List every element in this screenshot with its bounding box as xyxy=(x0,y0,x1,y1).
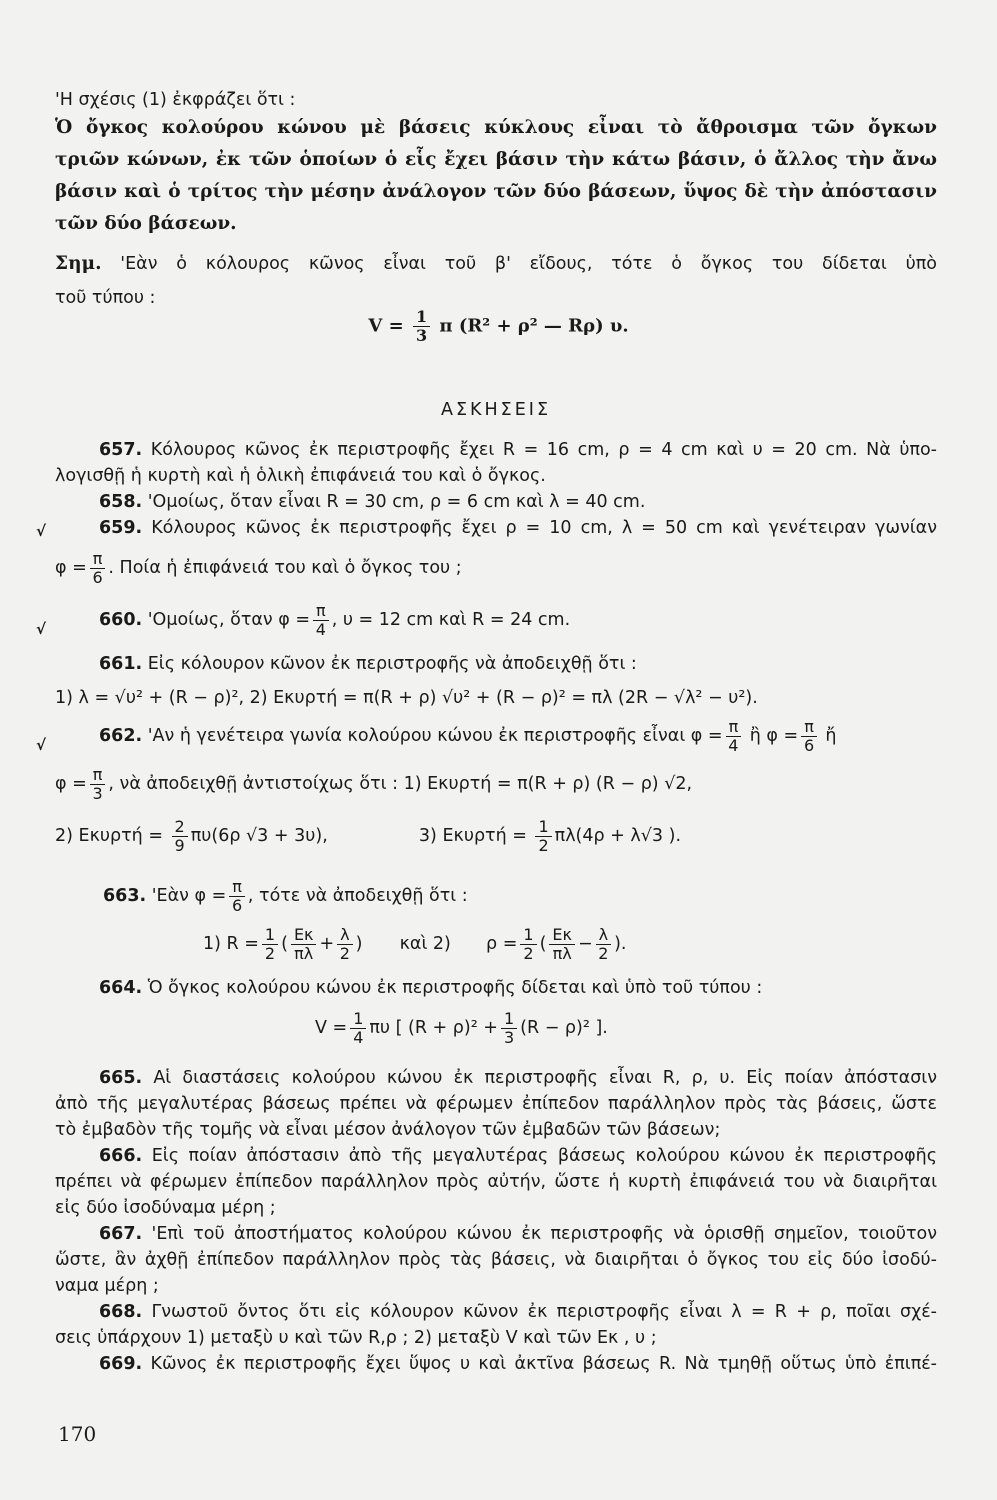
check-mark: √ xyxy=(36,620,47,638)
exercise-669-line-1 xyxy=(55,1352,937,1376)
exercise-658-line-1 xyxy=(55,490,937,514)
exercise-number: 669. xyxy=(99,1354,143,1374)
fraction-denominator: πλ xyxy=(294,943,314,963)
exercise-number: 662. xyxy=(99,726,143,746)
exercise-text: , τότε νὰ ἀποδειχθῇ ὅτι : xyxy=(247,886,468,906)
exercise-662-line-2 xyxy=(55,764,937,804)
fraction-numerator: 1 xyxy=(262,926,278,945)
exercise-text: Κῶνος ἐκ περιστροφῆς ἔχει ὕψος υ καὶ ἀκτῖνα βάσεως R. Νὰ τμηθῇ οὕτως ὑπὸ ἐπιπέ- xyxy=(142,1354,937,1374)
page-number: 170 xyxy=(58,1422,97,1446)
exercise-number: 660. xyxy=(99,610,143,630)
theorem-line-3: βάσιν καὶ ὁ τρίτος τὴν μέσην ἀνάλογον τῶν δύο βάσεων, ὕψος δὲ τὴν ἀπόστασιν xyxy=(55,181,937,202)
fraction-numerator: π xyxy=(726,718,742,737)
formula-part: 1) R = xyxy=(203,934,259,954)
exercise-number: 667. xyxy=(99,1224,143,1244)
fraction-denominator: 9 xyxy=(174,835,185,855)
formula-part: καὶ 2) xyxy=(399,934,451,954)
exercise-659-line-1 xyxy=(55,516,937,540)
formula-part: (R − ρ)² ]. xyxy=(520,1018,608,1038)
formula-part: ρ = xyxy=(486,934,518,954)
exercise-662-line-3 xyxy=(55,816,937,856)
exercise-664-line-1 xyxy=(55,976,937,1000)
exercise-text: 'Αν ἡ γενέτειρα γωνία κολούρου κώνου ἐκ περιστροφῆς εἶναι φ = xyxy=(142,726,723,746)
exercise-number: 666. xyxy=(99,1146,143,1166)
exercise-666-line-2: πρέπει νὰ φέρωμεν ἐπίπεδον παράλληλον πρὸς αὐτήν, ὥστε ἡ κυρτὴ ἐπιφάνειά του νὰ διαιρῆται xyxy=(55,1172,937,1192)
exercise-662-line-1 xyxy=(55,716,937,756)
exercise-text: Εἰς κόλουρον κῶνον ἐκ περιστροφῆς νὰ ἀποδειχθῇ ὅτι : xyxy=(142,654,637,674)
exercise-657-line-1 xyxy=(55,438,937,462)
fraction-numerator: λ xyxy=(337,926,352,945)
exercise-text: Κόλουρος κῶνος ἐκ περιστροφῆς ἔχει R = 16 cm, ρ = 4 cm καὶ υ = 20 cm. Νὰ ὑπο- xyxy=(142,440,937,460)
fraction-numerator: 2 xyxy=(172,818,188,837)
exercise-number: 665. xyxy=(99,1068,143,1088)
exercise-667-line-2: ὥστε, ἂν ἀχθῇ ἐπίπεδον παράλληλον πρὸς τὰς βάσεις, νὰ διαιρῆται ὁ ὄγκος του εἰς δύο ἰσοδύ- xyxy=(55,1250,937,1270)
check-mark: √ xyxy=(36,522,47,540)
exercise-text: Αἱ διαστάσεις κολούρου κώνου ἐκ περιστροφῆς εἶναι R, ρ, υ. Εἰς ποίαν ἀπόστασιν xyxy=(142,1068,937,1088)
exercise-666-line-1 xyxy=(55,1144,937,1168)
exercise-667-line-1 xyxy=(55,1222,937,1246)
fraction-denominator: 6 xyxy=(803,735,815,755)
exercise-number: 661. xyxy=(99,654,143,674)
fraction-denominator: 6 xyxy=(92,567,103,587)
exercise-668-line-1 xyxy=(55,1300,937,1324)
formula-part: πυ(6ρ √3 + 3υ), xyxy=(190,826,328,846)
fraction-numerator: 1 xyxy=(350,1010,366,1029)
exercise-number: 658. xyxy=(99,492,143,512)
fraction-numerator: π xyxy=(90,550,106,569)
fraction-denominator: 4 xyxy=(315,619,326,639)
exercise-661-line-2: 1) λ = √υ² + (R − ρ)², 2) Eκυρτή = π(R + ρ) √υ² + (R − ρ)² = πλ (2R − √λ² − υ²). xyxy=(55,688,758,708)
exercise-text: , νὰ ἀποδειχθῇ ἀντιστοίχως ὅτι : 1) Eκυρτή = π(R + ρ) (R − ρ) √2, xyxy=(108,774,693,794)
exercise-text: 'Ομοίως, ὅταν φ = xyxy=(142,610,311,630)
exercise-text: Εἰς ποίαν ἀπόστασιν ἀπὸ τῆς μεγαλυτέρας βάσεως κολούρου κώνου ἐκ περιστροφῆς xyxy=(142,1146,937,1166)
exercise-text: ἢ φ = xyxy=(744,726,799,746)
fraction-denominator: 4 xyxy=(728,735,739,755)
exercise-663-line-1 xyxy=(55,876,937,916)
exercise-text: . Ποία ἡ ἐπιφάνειά του καὶ ὁ ὄγκος του ; xyxy=(108,558,462,578)
fraction-denominator: 3 xyxy=(503,1027,515,1047)
exercise-665-line-2: ἀπὸ τῆς μεγαλυτέρας βάσεως πρέπει νὰ φέρωμεν ἐπίπεδον παράλληλον πρὸς τὰς βάσεις, ὥστε xyxy=(55,1094,937,1114)
exercise-number: 657. xyxy=(99,440,143,460)
theorem-line-4: τῶν δύο βάσεων. xyxy=(55,213,237,234)
fraction-denominator: 2 xyxy=(264,943,276,963)
exercise-666-line-3: εἰς δύο ἰσοδύναμα μέρη ; xyxy=(55,1198,276,1218)
formula-part: πλ(4ρ + λ√3 ). xyxy=(554,826,682,846)
fraction-numerator: π xyxy=(90,766,106,785)
fraction-denominator: 2 xyxy=(538,835,549,855)
formula-part: V = xyxy=(315,1018,348,1038)
formula-denominator: 3 xyxy=(415,326,428,345)
fraction-numerator: π xyxy=(313,602,329,621)
exercise-text: , υ = 12 cm καὶ R = 24 cm. xyxy=(331,610,571,630)
note-formula xyxy=(0,308,997,345)
exercise-668-line-2: σεις ὑπάρχουν 1) μεταξὺ υ καὶ τῶν R,ρ ; 2) μεταξὺ V καὶ τῶν Eκ , υ ; xyxy=(55,1328,657,1348)
fraction-numerator: π xyxy=(229,878,245,897)
formula-right: π (R² + ρ² — Rρ) υ. xyxy=(439,315,629,337)
formula-part: 2) Eκυρτή = xyxy=(55,826,169,846)
exercise-number: 659. xyxy=(99,518,143,538)
formula-part: φ = xyxy=(55,558,87,578)
exercises-heading: ΑΣΚΗΣΕΙΣ xyxy=(441,400,551,420)
exercise-text: 'Επὶ τοῦ ἀποστήματος κολούρου κώνου ἐκ περιστροφῆς νὰ ὁρισθῇ σημεῖον, τοιοῦτον xyxy=(142,1224,937,1244)
fraction-denominator: 3 xyxy=(92,783,103,803)
note-line-2: τοῦ τύπου : xyxy=(55,288,156,308)
exercise-number: 668. xyxy=(99,1302,143,1322)
fraction-numerator: π xyxy=(801,718,817,737)
exercise-657-line-2: λογισθῇ ἡ κυρτὴ καὶ ἡ ὁλικὴ ἐπιφάνειά του καὶ ὁ ὄγκος. xyxy=(55,466,546,486)
note-label: Σημ. xyxy=(55,253,102,274)
formula-part: φ = xyxy=(55,774,87,794)
formula-part: πυ [ (R + ρ)² + xyxy=(369,1018,498,1038)
exercise-663-formulas: 1) R = $\frac{1}{2}$ ( $\frac{E\kappa}{\pi\lambda}$ + $\frac{\lambda}{2}$ ) καὶ 2) ρ = $\frac{1}{2}$ ( $\frac{E\kappa}{\pi\lambda}$ − $\frac{\lambda}{2}$ ). xyxy=(203,924,627,963)
exercise-text: Γνωστοῦ ὄντος ὅτι εἰς κόλουρον κῶνον ἐκ περιστροφῆς εἶναι λ = R + ρ, ποῖαι σχέ- xyxy=(142,1302,937,1322)
exercise-659-line-2 xyxy=(55,548,937,588)
exercise-text: Κόλουρος κῶνος ἐκ περιστροφῆς ἔχει ρ = 10 cm, λ = 50 cm καὶ γενέτειραν γωνίαν xyxy=(142,518,937,538)
fraction-numerator: 1 xyxy=(501,1010,517,1029)
fraction-denominator: 6 xyxy=(231,895,243,915)
exercise-667-line-3: ναμα μέρη ; xyxy=(55,1276,159,1296)
fraction-denominator: 4 xyxy=(353,1027,364,1047)
formula-left: V = xyxy=(368,315,404,337)
formula-part: 3) Eκυρτή = xyxy=(418,826,533,846)
note-line-1 xyxy=(55,252,937,276)
fraction-numerator: 1 xyxy=(535,818,551,837)
exercise-661-line-1 xyxy=(55,652,937,676)
exercise-660-line-1 xyxy=(55,600,937,640)
note-text-1: 'Εὰν ὁ κόλουρος κῶνος εἶναι τοῦ β' εἴδους, τότε ὁ ὄγκος του δίδεται ὑπὸ xyxy=(101,254,937,274)
exercise-number: 664. xyxy=(99,978,143,998)
exercise-text: 'Εὰν φ = xyxy=(146,886,227,906)
fraction-numerator: Eκ xyxy=(291,926,317,945)
theorem-line-1: Ὁ ὄγκος κολούρου κώνου μὲ βάσεις κύκλους εἶναι τὸ ἄθροισμα τῶν ὄγκων xyxy=(55,117,937,138)
exercise-664-formula xyxy=(55,1006,937,1050)
theorem-line-2: τριῶν κώνων, ἐκ τῶν ὁποίων ὁ εἷς ἔχει βάσιν τὴν κάτω βάσιν, ὁ ἄλλος τὴν ἄνω xyxy=(55,149,937,170)
intro-line: 'Η σχέσις (1) ἐκφράζει ὅτι : xyxy=(55,90,296,110)
exercise-665-line-1 xyxy=(55,1066,937,1090)
fraction-denominator: 2 xyxy=(339,943,350,963)
exercise-665-line-3: τὸ ἐμβαδὸν τῆς τομῆς νὰ εἶναι μέσον ἀνάλογον τῶν ἐμβαδῶν τῶν βάσεων; xyxy=(55,1120,721,1140)
check-mark: √ xyxy=(36,736,47,754)
exercise-text: ἤ xyxy=(819,726,837,746)
exercise-text: Ὁ ὄγκος κολούρου κώνου ἐκ περιστροφῆς δίδεται καὶ ὑπὸ τοῦ τύπου : xyxy=(142,978,763,998)
exercise-number: 663. xyxy=(103,886,147,906)
exercise-text: 'Ομοίως, ὅταν εἶναι R = 30 cm, ρ = 6 cm καὶ λ = 40 cm. xyxy=(142,492,646,512)
formula-numerator: 1 xyxy=(413,308,430,327)
